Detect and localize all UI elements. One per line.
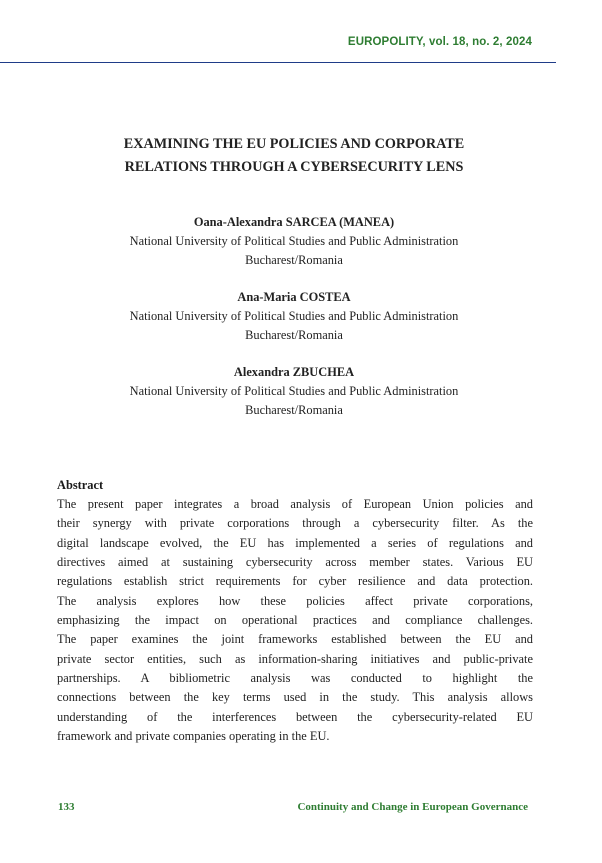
author-affiliation: National University of Political Studies and Public Administration	[129, 384, 459, 398]
abstract-line: their synergy with private corporations through a cybersecurity filter. As the	[57, 516, 533, 531]
author-affiliation: National University of Political Studies and Public Administration	[129, 234, 459, 248]
author-name: Alexandra ZBUCHEA	[233, 365, 355, 379]
abstract-line: private sector entities, such as information-sharing initiatives and public-private	[57, 651, 533, 666]
abstract-body	[57, 495, 533, 746]
abstract-heading: Abstract	[57, 478, 104, 492]
author-affiliation: National University of Political Studies and Public Administration	[129, 309, 459, 323]
abstract-line: digital landscape evolved, the EU has implemented a series of regulations and	[57, 535, 533, 550]
author-block-1	[0, 213, 588, 270]
author-block-3	[0, 363, 588, 420]
abstract-line: connections between the key terms used in the study. This analysis allows	[57, 690, 533, 705]
journal-running-head: EUROPOLITY, vol. 18, no. 2, 2024	[347, 36, 532, 48]
author-city: Bucharest/Romania	[245, 253, 343, 267]
abstract-line: emphasizing the impact on operational practices and compliance challenges.	[57, 613, 533, 628]
abstract-line: The analysis explores how these policies affect private corporations,	[57, 593, 533, 608]
paper-title	[0, 133, 588, 179]
abstract-line: The present paper integrates a broad analysis of European Union policies and	[57, 497, 533, 511]
author-name: Oana-Alexandra SARCEA (MANEA)	[193, 215, 395, 229]
abstract-line: The paper examines the joint frameworks established between the EU and	[57, 632, 533, 647]
abstract-line: understanding of the interferences between the cybersecurity-related EU	[57, 709, 533, 724]
header-rule	[0, 62, 556, 63]
abstract-line: framework and private companies operating in the EU.	[57, 729, 330, 744]
author-name: Ana-Maria COSTEA	[237, 290, 351, 304]
abstract-line: partnerships. A bibliometric analysis was conducted to highlight the	[57, 671, 533, 686]
author-city: Bucharest/Romania	[245, 328, 343, 342]
abstract-line: regulations establish strict requirements for cyber resilience and data protection.	[57, 574, 533, 589]
author-city: Bucharest/Romania	[245, 403, 343, 417]
title-line-2: RELATIONS THROUGH A CYBERSECURITY LENS	[124, 159, 464, 175]
author-block-2	[0, 288, 588, 345]
running-footer-title: Continuity and Change in European Governance	[297, 801, 528, 813]
abstract-line: directives aimed at sustaining cybersecurity across member states. Various EU	[57, 555, 533, 570]
title-line-1: EXAMINING THE EU POLICIES AND CORPORATE	[123, 136, 465, 152]
page-number: 133	[58, 801, 75, 813]
